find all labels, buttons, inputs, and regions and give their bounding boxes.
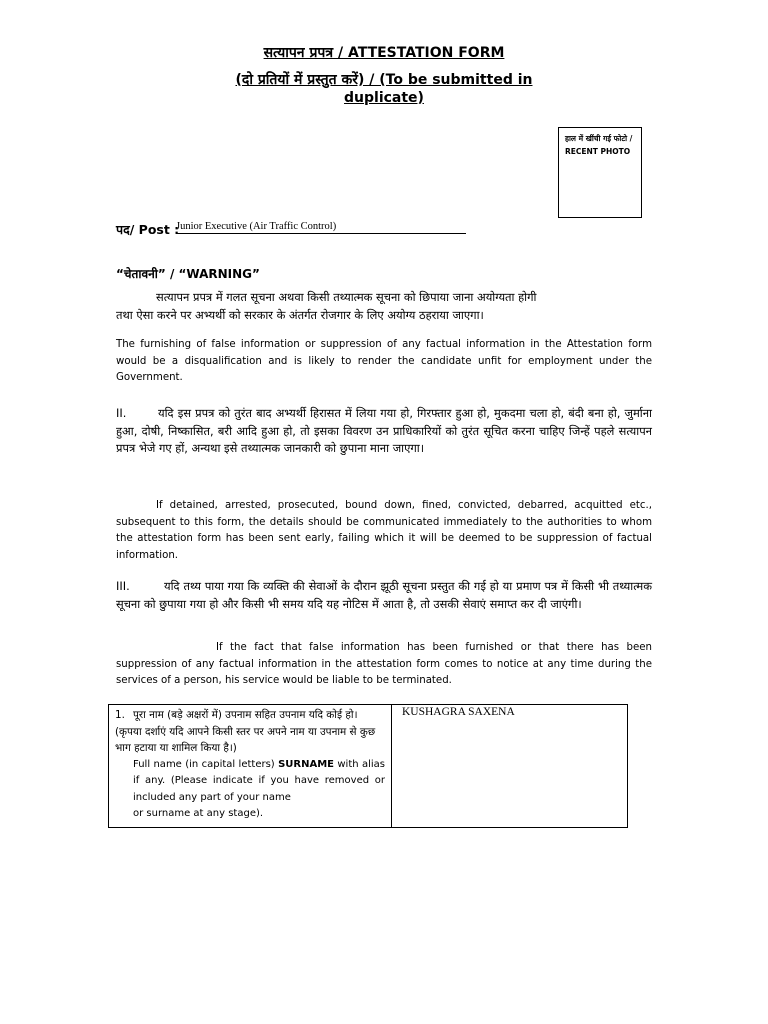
- table-row: [109, 705, 628, 828]
- section2-hi-text: यदि इस प्रपत्र को तुरंत बाद अभ्यर्थी हिरासत में लिया गया हो, गिरफ्तार हुआ हो, मुकदमा चला हो, बंदी बना हो, जुर्माना हुआ, दोषी, निष्कासित, बरी आदि हुआ हो, तो इसका विवरण उन प्राधिकारियों को तुरंत सूचित करना चाहिए जिन्हें पहले सत्यापन प्रपत्र भेजे गए हों, अन्यथा इसे तथ्यात्मक जानकारी को छुपाना माना जाएगा।: [116, 406, 652, 455]
- page-subtitle: [0, 70, 768, 89]
- warning-heading: “चेतावनी” / “WARNING”: [116, 267, 260, 281]
- section3-en: If the fact that false information has been furnished or that there has been suppression of any factual information in the attestation form comes to notice at any time during the services of a person, his service would be liable to be terminated.: [116, 642, 652, 687]
- field-label-hi-text: पूरा नाम (बड़े अक्षरों में) उपनाम सहित उपनाम यदि कोई हो। (कृपया दर्शाएं यदि आपने किसी स्तर पर अपने नाम या उपनाम से कुछ भाग हटाया या शामिल किया है।): [115, 709, 376, 754]
- field-label-en: [115, 757, 385, 807]
- title-line2: (दो प्रतियों में प्रस्तुत करें) / (To be submitted in: [235, 72, 533, 88]
- warning-hi-line: सत्यापन प्रपत्र में गलत सूचना अथवा किसी तथ्यात्मक सूचना को छिपाया जाना अयोग्यता होगी: [156, 290, 537, 304]
- warning-en-para: The furnishing of false information or suppression of any factual information in the Attestation form would be a disqualification and is likely to render the candidate unfit for employment under the Government.: [116, 339, 652, 384]
- photo-box-hi: हाल में खींची गई फोटो /: [565, 134, 633, 143]
- section3-hi: [116, 578, 652, 613]
- warning-hi-para: [116, 289, 652, 324]
- page-subtitle-cont: [0, 90, 768, 106]
- field-label-hi: [115, 707, 385, 757]
- section3-hi-text: यदि तथ्य पाया गया कि व्यक्ति की सेवाओं के दौरान झूठी सूचना प्रस्तुत की गई हो या प्रमाण पत्र में किसी भी तथ्यात्मक सूचना को छुपाया गया हो और किसी भी समय यदि यह नोटिस में आता है, तो उसकी सेवाएं समाप्त कर दी जाएंगी।: [116, 579, 652, 611]
- section3-num: III.: [116, 579, 130, 593]
- full-name-value[interactable]: KUSHAGRA SAXENA: [392, 705, 628, 828]
- field-label-surname: SURNAME: [278, 758, 334, 770]
- warning-hi-line2: तथा ऐसा करने पर अभ्यर्थी को सरकार के अंतर्गत रोजगार के लिए अयोग्य ठहराया जाएगा।: [116, 307, 484, 322]
- title-line1: सत्यापन प्रपत्र / ATTESTATION FORM: [263, 45, 505, 61]
- photo-box: [558, 127, 642, 218]
- field-number: 1.: [115, 709, 125, 721]
- attestation-table: [108, 704, 628, 828]
- photo-box-en: RECENT PHOTO: [565, 147, 631, 156]
- section2-hi: [116, 405, 652, 458]
- section2-en: If detained, arrested, prosecuted, bound down, fined, convicted, debarred, acquitted etc., subsequent to this form, the details should be communicated immediately to the authorities to whom the attestation form has been sent early, failing which it will be deemed to be suppression of factual information.: [116, 500, 652, 562]
- field-label-en-2: or surname at any stage).: [133, 808, 264, 819]
- title-line3: duplicate): [344, 90, 424, 106]
- section2-num: II.: [116, 406, 127, 420]
- post-value: Junior Executive (Air Traffic Control): [176, 221, 466, 234]
- post-label: पद/ Post :: [116, 222, 180, 237]
- field-label-cell: [109, 705, 392, 828]
- field-label-en-post: with alias if any. (Please indicate if you have removed or included any part of your name: [133, 758, 385, 803]
- field-label-en-pre: Full name (in capital letters): [133, 758, 275, 770]
- page-title: [0, 43, 768, 62]
